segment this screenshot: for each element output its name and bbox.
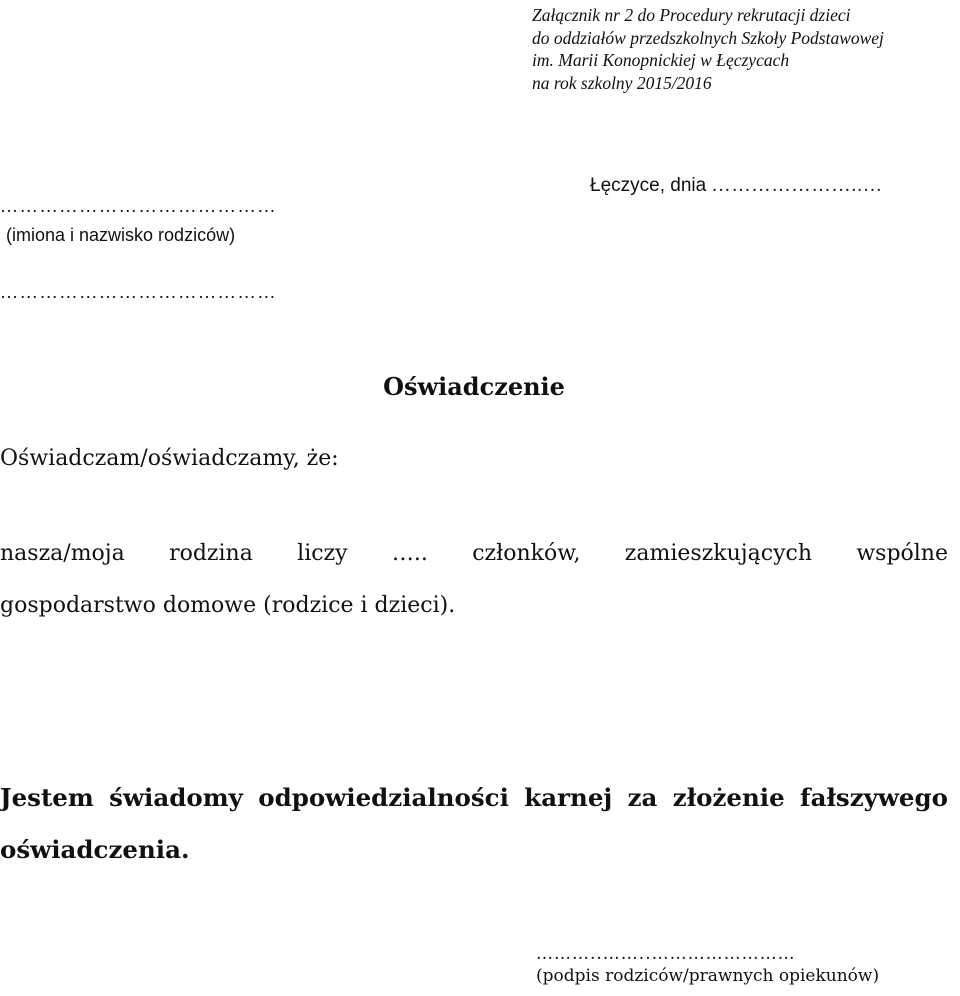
statement-lead: Oświadczam/oświadczamy, że: xyxy=(0,446,339,471)
place-date xyxy=(590,175,883,197)
parents-name-label: (imiona i nazwisko rodziców) xyxy=(6,225,236,245)
statement-body xyxy=(0,528,948,632)
attachment-line-1: Załącznik nr 2 do Procedury rekrutacji dzieci xyxy=(532,5,851,25)
date-field-dots[interactable]: …………………..… xyxy=(711,175,883,196)
document-title: Oświadczenie xyxy=(383,372,565,401)
statement-line-1: nasza/moja rodzina liczy ….. członków, zamieszkujących wspólne xyxy=(0,541,948,566)
liability-warning xyxy=(0,772,948,876)
warning-line-2: oświadczenia. xyxy=(0,835,190,864)
statement-line-2: gospodarstwo domowe (rodzice i dzieci). xyxy=(0,593,456,618)
parents-name-block xyxy=(0,196,277,246)
warning-line-1: Jestem świadomy odpowiedzialności karnej za złożenie fałszywego xyxy=(0,783,948,812)
parents-address-field-dots[interactable]: …………………………………… xyxy=(0,282,278,302)
signature-label: (podpis rodziców/prawnych opiekunów) xyxy=(536,966,880,986)
place-date-label: Łęczyce, dnia xyxy=(590,175,707,196)
parents-name-field-dots[interactable]: …………………………………… xyxy=(0,196,278,216)
attachment-header xyxy=(532,4,958,94)
signature-block xyxy=(536,944,879,986)
attachment-line-2: do oddziałów przedszkolnych Szkoły Podstawowej xyxy=(532,27,884,48)
signature-field-dots[interactable]: ………..……..…………………… xyxy=(536,944,796,964)
attachment-line-4: na rok szkolny 2015/2016 xyxy=(532,72,712,93)
attachment-line-3: im. Marii Konopnickiej w Łęczycach xyxy=(532,50,790,70)
